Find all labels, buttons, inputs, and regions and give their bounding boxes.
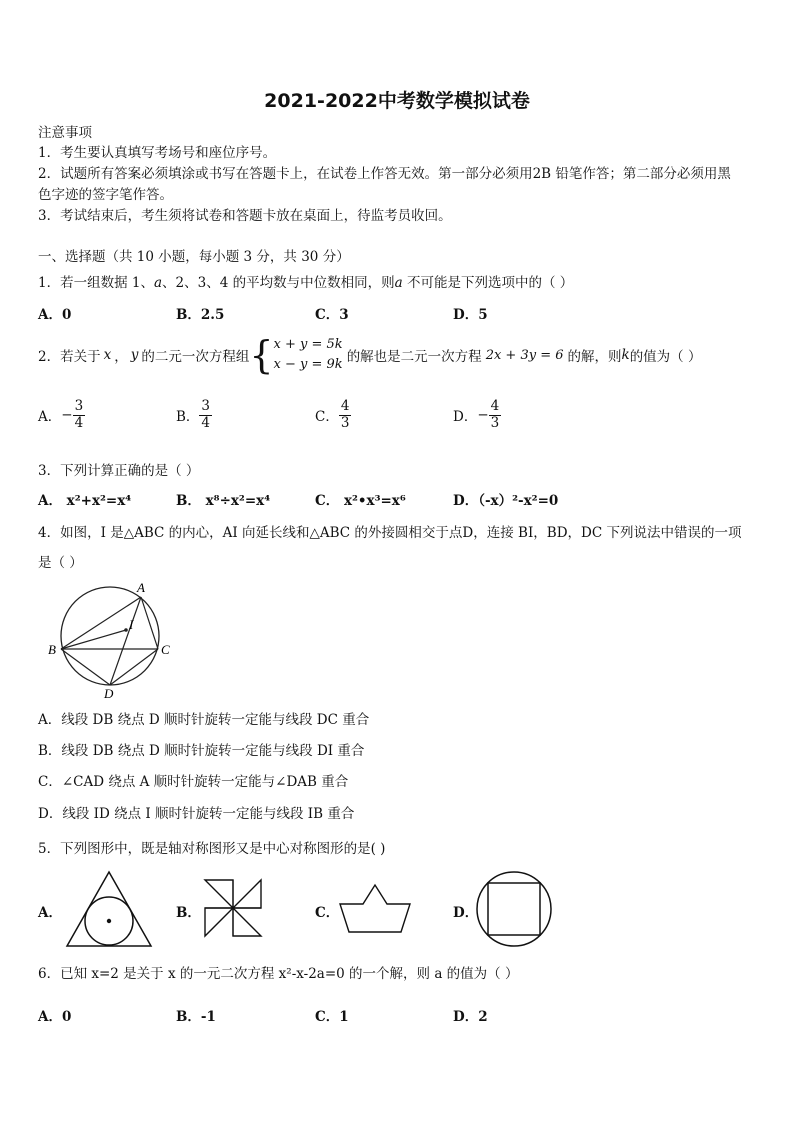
q4-circle-figure <box>40 575 180 700</box>
q5-option-d-figure[interactable] <box>474 869 554 949</box>
q6-option-b[interactable]: B．-1 <box>176 1009 216 1025</box>
q4-option-d[interactable]: D．线段 ID 绕点 I 顺时针旋转一定能与线段 IB 重合 <box>38 806 355 822</box>
q5-option-b-label[interactable]: B． <box>176 905 201 921</box>
question-6-stem: 6．已知 x=2 是关于 x 的一元二次方程 x²-x-2a=0 的一个解，则 a 的值为（ ） <box>38 966 519 982</box>
q3-option-b[interactable]: B． x⁸÷x²=x⁴ <box>176 493 271 509</box>
question-1-stem: 1．若一组数据 1、a、2、3、4 的平均数与中位数相同，则a 不可能是下列选项中的（ ） <box>38 275 574 291</box>
label-i: I <box>129 617 134 632</box>
q1-option-a[interactable]: A．0 <box>38 307 72 323</box>
q6-option-c[interactable]: C．1 <box>315 1009 349 1025</box>
label-c: C <box>161 642 170 657</box>
q5-option-a-label[interactable]: A． <box>38 905 62 921</box>
q2-option-d[interactable]: D． − $\frac{4}{3}$ <box>453 398 500 431</box>
label-d: D <box>104 686 114 700</box>
question-2-stem: 2．若关于 x ， y 的二元一次方程组 { x + y = 5k x − y = 9k 的解也是二元一次方程 2x + 3y = 6 的解，则 k 的值为（ ） <box>38 333 702 377</box>
section-heading: 一、选择题（共 10 小题，每小题 3 分，共 30 分） <box>38 249 350 265</box>
question-4-stem-line1: 4．如图，I 是△ABC 的内心，AI 向延长线和△ABC 的外接圆相交于点D，连接 BI，BD，DC 下列说法中错误的一项 <box>38 525 742 541</box>
question-5-stem: 5．下列图形中，既是轴对称图形又是中心对称图形的是( ) <box>38 841 386 857</box>
notes-item-3: 3．考试结束后，考生须将试卷和答题卡放在桌面上，待监考员收回。 <box>38 208 452 224</box>
q5-option-b-figure[interactable] <box>203 878 263 938</box>
q3-option-a[interactable]: A． x²+x²=x⁴ <box>38 493 132 509</box>
q3-option-c[interactable]: C． x²•x³=x⁶ <box>315 493 406 509</box>
q4-option-b[interactable]: B．线段 DB 绕点 D 顺时针旋转一定能与线段 DI 重合 <box>38 743 365 759</box>
notes-item-2a: 2．试题所有答案必须填涂或书写在答题卡上，在试卷上作答无效。第一部分必须用2B 铅笔作答；第二部分必须用黑 <box>38 166 731 182</box>
label-b: B <box>48 642 56 657</box>
q5-option-a-figure[interactable] <box>62 868 156 950</box>
q1-option-d[interactable]: D．5 <box>453 307 488 323</box>
q4-option-a[interactable]: A．线段 DB 绕点 D 顺时针旋转一定能与线段 DC 重合 <box>38 712 370 728</box>
notes-item-2b: 色字迹的签字笔作答。 <box>38 187 173 203</box>
q3-option-d[interactable]: D．（-x）²-x²=0 <box>453 493 559 509</box>
q2-option-c[interactable]: C． $\frac{4}{3}$ <box>315 398 350 431</box>
page-title: 2021-2022中考数学模拟试卷 <box>264 90 530 112</box>
question-4-stem-line2: 是（ ） <box>38 555 83 571</box>
question-3-stem: 3．下列计算正确的是（ ） <box>38 463 200 479</box>
q1-option-b[interactable]: B．2.5 <box>176 307 225 323</box>
q2-option-b[interactable]: B． $\frac{3}{4}$ <box>176 398 211 431</box>
notes-heading: 注意事项 <box>38 125 92 141</box>
q6-option-d[interactable]: D．2 <box>453 1009 488 1025</box>
q4-option-c[interactable]: C．∠CAD 绕点 A 顺时针旋转一定能与∠DAB 重合 <box>38 774 349 790</box>
notes-item-1: 1．考生要认真填写考场号和座位序号。 <box>38 145 277 161</box>
q6-option-a[interactable]: A．0 <box>38 1009 72 1025</box>
equation-system: x + y = 5k x − y = 9k <box>273 337 343 372</box>
q1-option-c[interactable]: C．3 <box>315 307 349 323</box>
q5-option-c-label[interactable]: C． <box>315 905 340 921</box>
label-a: A <box>137 580 145 595</box>
equation-system-brace: { <box>249 333 274 377</box>
q2-option-a[interactable]: A． − $\frac{3}{4}$ <box>38 398 84 431</box>
q5-option-c-figure[interactable] <box>337 882 413 934</box>
q5-option-d-label[interactable]: D． <box>453 905 479 921</box>
